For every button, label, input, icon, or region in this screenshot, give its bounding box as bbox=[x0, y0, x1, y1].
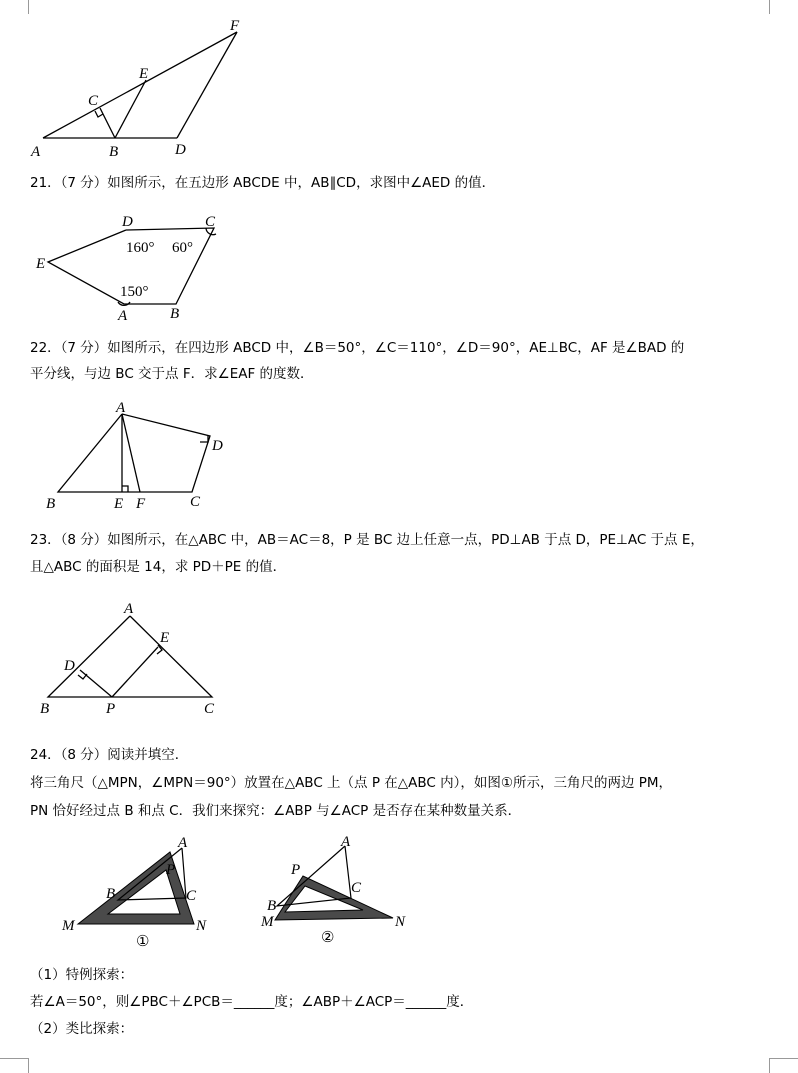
label-B: B bbox=[46, 496, 56, 512]
label-B: B bbox=[170, 306, 180, 322]
q22-line2: 平分线，与边 BC 交于点 F．求∠EAF 的度数． bbox=[30, 366, 314, 382]
figure-q24-2 bbox=[255, 832, 425, 952]
figure-number-1: ① bbox=[136, 934, 150, 950]
figure-q22 bbox=[40, 398, 240, 513]
figure-q24-1 bbox=[58, 832, 228, 952]
figure-number-2: ② bbox=[321, 930, 335, 946]
label-F: F bbox=[230, 18, 240, 34]
label-E: E bbox=[36, 256, 46, 272]
label-F: F bbox=[136, 496, 146, 512]
label-A: A bbox=[31, 144, 41, 160]
label-E: E bbox=[114, 496, 124, 512]
q21-text: 21．（7 分）如图所示，在五边形 ABCDE 中，AB∥CD，求图中∠AED 的值． bbox=[30, 175, 496, 191]
label-C: C bbox=[88, 93, 99, 109]
label-B: B bbox=[40, 701, 50, 717]
label-B: B bbox=[106, 886, 116, 902]
figure-q20 bbox=[25, 10, 255, 160]
label-C: C bbox=[204, 701, 215, 717]
label-A: A bbox=[341, 834, 351, 850]
q24-line3: PN 恰好经过点 B 和点 C．我们来探究：∠ABP 与∠ACP 是否存在某种数量关系． bbox=[30, 803, 522, 819]
crop-mark-top-right bbox=[769, 0, 798, 14]
label-B: B bbox=[267, 898, 277, 914]
label-M: M bbox=[62, 918, 75, 934]
label-M: M bbox=[261, 914, 274, 930]
label-P: P bbox=[106, 701, 116, 717]
figure-q21 bbox=[30, 206, 230, 326]
label-A: A bbox=[116, 400, 126, 416]
label-P: P bbox=[166, 862, 176, 878]
q22-line1: 22．（7 分）如图所示，在四边形 ABCD 中，∠B＝50°，∠C＝110°，∠D＝90°，AE⊥BC，AF 是∠BAD 的 bbox=[30, 340, 685, 356]
label-C: C bbox=[205, 214, 216, 230]
label-A: A bbox=[178, 835, 188, 851]
label-A: A bbox=[118, 308, 128, 324]
q23-line2: 且△ABC 的面积是 14，求 PD＋PE 的值． bbox=[30, 559, 287, 575]
q24-line2: 将三角尺（△MPN，∠MPN＝90°）放置在△ABC 上（点 P 在△ABC 内），如图①所示，三角尺的两边 PM， bbox=[30, 775, 673, 791]
label-D: D bbox=[175, 142, 186, 158]
label-P: P bbox=[291, 862, 301, 878]
crop-mark-bottom-left bbox=[0, 1058, 29, 1073]
label-B: B bbox=[109, 144, 119, 160]
q24-line1: 24．（8 分）阅读并填空． bbox=[30, 747, 189, 763]
label-E: E bbox=[160, 630, 170, 646]
label-D: D bbox=[122, 214, 133, 230]
crop-mark-bottom-right bbox=[769, 1058, 798, 1073]
label-E: E bbox=[139, 66, 149, 82]
angle-c: 60° bbox=[172, 240, 193, 256]
q23-line1: 23．（8 分）如图所示，在△ABC 中，AB＝AC＝8，P 是 BC 边上任意一点，PD⊥AB 于点 D，PE⊥AC 于点 E， bbox=[30, 532, 704, 548]
label-C: C bbox=[351, 880, 362, 896]
label-N: N bbox=[395, 914, 406, 930]
label-A: A bbox=[124, 601, 134, 617]
q24-sub1-question: 若∠A＝50°，则∠PBC＋∠PCB＝______度；∠ABP＋∠ACP＝______度． bbox=[30, 994, 474, 1010]
label-N: N bbox=[196, 918, 207, 934]
label-D: D bbox=[212, 438, 223, 454]
label-C: C bbox=[190, 494, 201, 510]
q24-sub2: （2）类比探索： bbox=[30, 1021, 134, 1037]
figure-q23 bbox=[32, 596, 232, 721]
angle-a: 150° bbox=[120, 284, 149, 300]
q24-sub1: （1）特例探索： bbox=[30, 967, 134, 983]
label-D: D bbox=[64, 658, 75, 674]
label-C: C bbox=[186, 888, 197, 904]
angle-d: 160° bbox=[126, 240, 155, 256]
